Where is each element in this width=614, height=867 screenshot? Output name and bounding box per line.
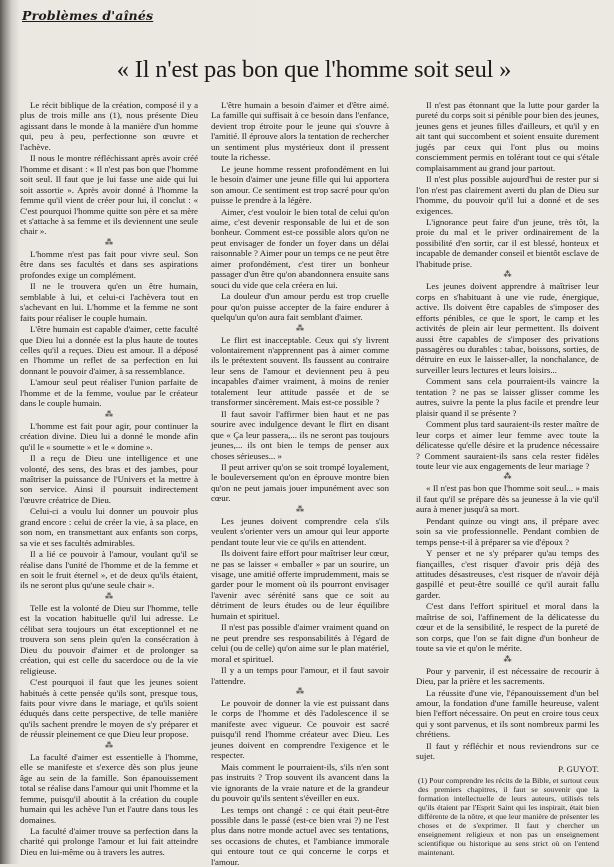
paragraph: La douleur d'un amour perdu est trop cruelle pour qu'on puisse accepter de la faire endurer à quelqu'un qu'on aura fait semblant d'aimer. xyxy=(211,291,389,323)
paragraph: Le récit biblique de la création, composé il y a plus de trois mille ans (1), nous présente Dieu agissant dans le monde à la manière d'un homme qui, peu à peu, perfectionne son œuvre et l'achève. xyxy=(20,100,198,152)
paragraph: Il faut y réfléchir et nous reviendrons sur ce sujet. xyxy=(416,740,599,762)
section-separator: ⁂ xyxy=(105,409,113,419)
paragraph: Le jeune homme ressent profondément en lui le besoin d'aimer une jeune fille qui lui apportera son amour. Ce sentiment est trop sacré pour qu'on puisse le prendre à la légère. xyxy=(211,163,389,206)
paragraph: Y penser et ne s'y préparer qu'au temps des fiançailles, c'est risquer d'avoir pris déjà des attitudes désastreuses, c'est risquer de n'avoir déjà gaspillé et peut-être souillé ce qu'il aurait fallu garder. xyxy=(416,548,599,600)
paragraph: Les temps ont changé : ce qui était peut-être possible dans le passé (est-ce bien vrai ?) ne l'est plus dans notre monde actuel avec ses tentations, ses occasions de chutes, et l'ambiance immorale qui entoure tout ce qui concerne le corps et l'amour. xyxy=(211,804,389,867)
section-separator: ⁂ xyxy=(503,654,512,664)
article-title: « Il n'est pas bon que l'homme soit seul » xyxy=(116,56,512,83)
signature-author: P. GUYOT. xyxy=(558,763,599,774)
paragraph: Mais comment le pourraient-ils, s'ils n'en sont pas instruits ? Trop souvent ils avancent dans la vie ignorants de la vraie nature et de la grandeur du pouvoir qu'ils sentent s'éveiller en eux. xyxy=(211,761,389,804)
paragraph: Il faut savoir l'affirmer bien haut et ne pas sourire avec indulgence devant le flirt en disant que « Ça leur passera,... ils ne seront pas toujours jeunes,... ils ont bien le temps de penser aux choses sérieuses... » xyxy=(211,408,389,461)
section-separator: ⁂ xyxy=(105,591,113,601)
paragraph: Il nous le montre réfléchissant après avoir créé l'homme et disant : « Il n'est pas bon que l'homme soit seul. Il faut que je lui fasse une aide qui lui soit assortie ». Après avoir donné à l'homme la femme qu'il vient de créer pour lui, il conclut : « C'est pourquoi l'homme quitte son père et sa mère et s'attache à sa femme et ils deviennent une seule chair ». xyxy=(20,153,198,237)
paragraph: Ils doivent faire effort pour maîtriser leur cœur, ne pas se laisser « emballer » par un sourire, un visage, une amitié offerte imprudemment, mais se garder pour le moment où ils pourront envisager l'avenir avec sérénité sans que ce soit au détriment de leurs études ou de leur équilibre humain et spirituel. xyxy=(211,548,389,621)
section-separator: ⁂ xyxy=(503,472,512,482)
paragraph: Les jeunes doivent apprendre à maîtriser leur corps en s'habituant à une vie rude, énergique, active. Ils doivent être capables de s'imposer des efforts pénibles, ce que le sport, le camp et les activités de plein air leur permettent. Ils doivent aussi être capables de s'imposer des privations passagères ou durables : tabac, boissons, sorties, de détruire en eux le laisser-aller, la nonchalance, de surveiller leurs lectures et leurs loisirs... xyxy=(416,281,599,375)
paragraph: Comment sans cela pourraient-ils vaincre la tentation ? ne pas se laisser glisser comme les autres, suivre la pente la plus facile et prendre leur plaisir quand il se présente ? xyxy=(416,376,599,418)
paragraph: La faculté d'aimer est essentielle à l'homme, elle se manifeste et s'exerce dès son plus jeune âge au sein de la famille. Son épanouissement total se réalise dans l'amour qui unit l'homme et la femme, puisqu'il aboutit à la création du couple humain qui les achève l'un et l'autre dans tous les domaines. xyxy=(20,751,198,825)
paragraph: Il a reçu de Dieu une intelligence et une volonté, des sens, des bras et des jambes, pour maîtriser la puissance de l'Univers et la mettre à son service. Ainsi il poursuit indirectement l'œuvre créatrice de Dieu. xyxy=(20,453,198,505)
section-rubric: Problèmes d'aînés xyxy=(22,8,154,23)
paragraph: Il a lié ce pouvoir à l'amour, voulant qu'il se réalise dans l'unité de l'homme et de la femme et en soit le fruit éternel », et de deux qu'ils étaient, ils ne seront plus qu'une seule chair ». xyxy=(20,549,198,591)
paragraph: L'être humain a besoin d'aimer et d'être aimé. La famille qui suffisait à ce besoin dans l'enfance, devient trop étroite pour le jeune qui s'ouvre à l'amitié. Il éprouve alors la tentation de rechercher un sentiment plus mystérieux dont il pressent toute la richesse. xyxy=(211,100,389,163)
footnote: (1) Pour comprendre les récits de la Bible, et surtout ceux des premiers chapitres, il faut se souvenir que la formation intellectuelle de leurs auteurs, utilisés tels qu'ils étaient par l'Esprit Saint qui les inspirait, était bien différente de la nôtre, et que leur manière de présenter les choses et de s'exprimer. Il faut y chercher un enseignement religieux et non pas un enseignement scientifique ou historique au sens strict où on l'entend maintenant. xyxy=(418,776,599,858)
paragraph: Il y a un temps pour l'amour, et il faut savoir l'attendre. xyxy=(211,665,389,686)
paragraph: Pendant quinze ou vingt ans, il prépare avec soin sa vie professionnelle. Pendant combien de temps pense-t-il à préparer sa vie d'époux ? xyxy=(416,515,599,547)
paragraph: L'homme est fait pour agir, pour continuer la création divine. Dieu lui a donné le monde afin qu'il le « soumette » et le « domine ». xyxy=(20,420,198,452)
paragraph: C'est dans l'effort spirituel et moral dans la maîtrise de soi, l'affinement de la délicatesse du cœur et de la sensibilité, le respect de la pureté de son corps, que l'on se fait digne d'un bonheur de toute sa vie et qu'on le mérite. xyxy=(416,601,599,654)
paragraph: Comment plus tard sauraient-ils rester maître de leur corps et aimer leur femme avec toute la délicatesse qu'elle désire et la prudence nécessaire ? Comment sauraient-ils sans cela rester fidèles toute leur vie aux engagements de leur mariage ? xyxy=(416,419,599,471)
column-3 xyxy=(416,100,599,860)
paragraph: Pour y parvenir, il est nécessaire de recourir à Dieu, par la prière et les sacrements. xyxy=(416,665,599,687)
section-separator: ⁂ xyxy=(503,270,512,280)
paragraph: L'être humain est capable d'aimer, cette faculté que Dieu lui a donnée est la plus haute de toutes celles qu'il a reçues. Dieu est amour. Il a déposé en l'homme un reflet de sa perfection en lui donnant le pouvoir d'aimer, à sa ressemblance. xyxy=(20,324,198,376)
paragraph: La faculté d'aimer trouve sa perfection dans la charité qui prolonge l'amour et lui fait atteindre Dieu en lui-même ou à travers les autres. xyxy=(20,826,198,857)
paragraph: Il n'est pas étonnant que la lutte pour garder la pureté du corps soit si pénible pour bien des jeunes, jeunes gens et jeunes filles d'ailleurs, et qu'il y en ait tant qui succombent et soient ensuite durement jugés par ceux qui l'ont plus ou moins consciemment permis en tolérant tout ce qui s'étale complaisamment au grand jour partout. xyxy=(416,100,599,173)
section-separator: ⁂ xyxy=(296,687,304,697)
section-separator: ⁂ xyxy=(296,323,304,333)
paragraph: L'homme n'est pas fait pour vivre seul. Son être dans ses facultés et dans ses aspirations profondes exige un complément. xyxy=(20,248,198,280)
paragraph: C'est pourquoi il faut que les jeunes soient habitués à cette pensée qu'ils sont, presque tous, faits pour vivre dans le mariage, et qu'ils soient éduqués dans cette perspective, de telle manière qu'ils sachent prendre le moyen de s'y préparer et de réussir pleinement ce que Dieu leur propose. xyxy=(20,677,198,740)
paragraph: La réussite d'une vie, l'épanouissement d'un bel amour, la fondation d'une famille heureuse, valent bien l'effort nécessaire. On peut en croire tous ceux qui y sont parvenus, et ils sont nombreux parmi les chrétiens. xyxy=(416,687,599,740)
column-1 xyxy=(20,100,198,860)
paragraph: Il peut arriver qu'on se soit trompé loyalement, le bouleversement qu'on en éprouve montre bien qu'on ne peut jamais jouer impunément avec son cœur. xyxy=(211,461,389,504)
paragraph: Le flirt est inacceptable. Ceux qui s'y livrent volontairement n'apprennent pas à aimer comme ils le prétextent souvent. Ils faussent au contraire leur sens de l'amour et deviennent peu à peu incapables d'aimer vraiment, à moins de renier totalement leur attitude passée et de se transformer sincèrement. Mais est-ce possible ? xyxy=(211,334,389,408)
author-signature xyxy=(416,764,599,774)
paragraph: Il n'est pas possible d'aimer vraiment quand on ne peut prendre ses responsabilités à l'égard de celui (ou de celle) qu'on aime sur le plan matériel, moral et spirituel. xyxy=(211,622,389,664)
section-separator: ⁂ xyxy=(296,504,304,514)
paragraph: Telle est la volonté de Dieu sur l'homme, telle est la vocation habituelle qu'il lui adresse. Le célibat sera toujours un état exceptionnel et ne trouvera son sens plein qu'en la consécration à Dieu du pouvoir d'aimer et de prolonger sa création, qui est celle du sacerdoce ou de la vie religieuse. xyxy=(20,602,198,676)
paragraph: « Il n'est pas bon que l'homme soit seul... » mais il faut qu'il se prépare dès sa jeunesse à la vie qu'il aura à mener jusqu'à sa mort. xyxy=(416,483,599,515)
paragraph: Les jeunes doivent comprendre cela s'ils veulent s'orienter vers un amour qui leur apporte pendant toute leur vie ce qu'ils en attendent. xyxy=(211,515,389,547)
paragraph: Il n'est plus possible aujourd'hui de rester pur si l'on n'est pas clairement averti du plan de Dieu sur l'homme, du pouvoir qu'il lui a donné et de ses exigences. xyxy=(416,174,599,216)
paragraph: Le pouvoir de donner la vie est puissant dans le corps de l'homme et dès l'adolescence il se manifeste avec vigueur. Ce pouvoir est sacré puisqu'il rend l'homme créateur avec Dieu. Les jeunes doivent en comprendre l'exigence et le respecter. xyxy=(211,698,389,761)
section-separator: ⁂ xyxy=(105,237,113,247)
paragraph: Celui-ci a voulu lui donner un pouvoir plus grand encore : celui de créer la vie, à sa place, en son nom, en transmettant aux enfants son corps, sa vie et ses facultés admirables. xyxy=(20,506,198,548)
section-separator: ⁂ xyxy=(105,740,113,750)
paragraph: L'ignorance peut faire d'un jeune, très tôt, la proie du mal et le priver ordinairement de la possibilité d'en sortir, car il est blessé, honteux et incapable de demander conseil et bientôt esclave de l'habitude prise. xyxy=(416,216,599,269)
paragraph: L'amour seul peut réaliser l'union parfaite de l'homme et de la femme, voulue par le créateur dans le couple humain. xyxy=(20,377,198,409)
paragraph: Aimer, c'est vouloir le bien total de celui qu'on aime, c'est devenir responsable de lui et de son bonheur. Comment est-ce possible alors qu'on ne peut envisager de fonder un foyer dans un délai raisonnable ? Aimer pour un temps ce ne peut être aimer profondément, c'est tirer un bonheur passager d'un être qu'on abandonnera ensuite sans souci du vide que cela créera en lui. xyxy=(211,206,389,290)
paragraph: Il ne le trouvera qu'en un être humain, semblable à lui, et celui-ci l'achèvera tout en s'achevant en lui. L'homme et la femme ne sont faits pour réaliser le couple humain. xyxy=(20,281,198,323)
column-2 xyxy=(211,100,389,867)
